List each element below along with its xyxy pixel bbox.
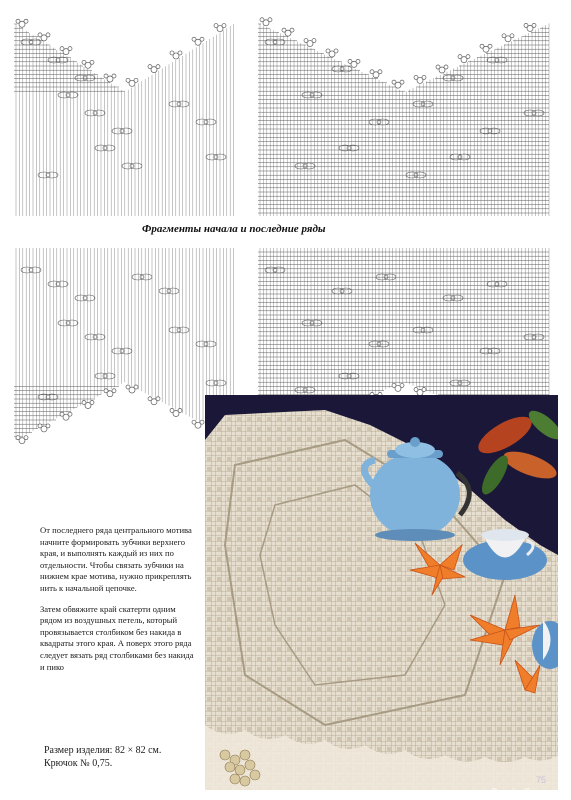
crochet-chart-top-left <box>12 12 237 222</box>
chart-diagram <box>256 12 552 222</box>
instructions-paragraph: От последнего ряда центрального мотива начните формировать зубчики верхнего края, и выполнять каждый из них по отдельности. Чтобы связать зубчики на нижнем крае мотива, нужно прикреплять нить к начальной цепочке. <box>40 525 192 593</box>
chart-diagram <box>12 12 237 222</box>
chart-diagram <box>12 240 237 452</box>
crochet-chart-bottom-left <box>12 240 237 452</box>
photo-illustration <box>205 395 558 790</box>
charts-caption: Фрагменты начала и последние ряды <box>142 223 326 235</box>
watermark: PassionForum.ru <box>491 787 563 797</box>
instructions-paragraph: Затем обвяжите край скатерти одним рядом из воздушных петель, который провязывается столбиком без накида в квадраты этого края. А поверх этого ряда следует вязать ряд столбиками без накида и пико <box>40 603 194 672</box>
page-number: 75 <box>536 775 547 785</box>
instructions-text <box>40 525 200 682</box>
crochet-chart-top-right <box>256 12 552 222</box>
tablecloth-photo <box>205 395 558 790</box>
hook-spec: Крючок № 0,75. <box>44 758 113 769</box>
size-spec: Размер изделия: 82 × 82 см. <box>44 745 162 756</box>
product-specs <box>44 744 161 770</box>
